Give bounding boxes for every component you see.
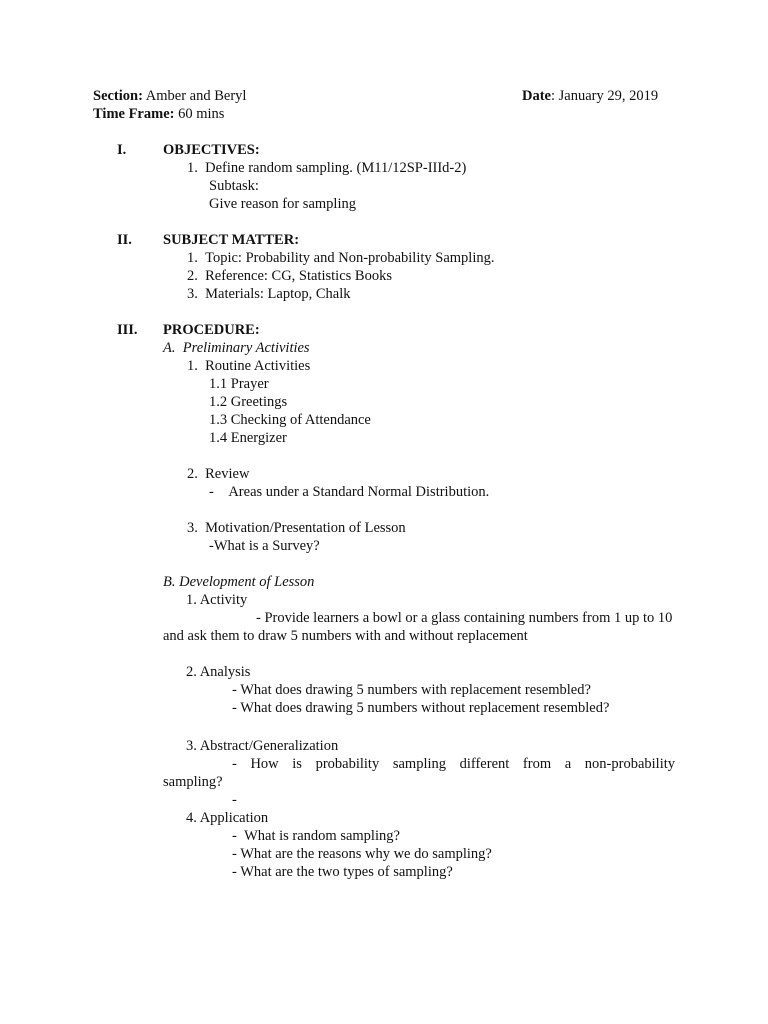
date-label: Date: [522, 88, 551, 104]
routine-item: 1.1 Prayer: [209, 376, 269, 392]
subtask-label: Subtask:: [209, 178, 259, 194]
section-line: [93, 87, 246, 105]
part-a-heading: A. Preliminary Activities: [163, 340, 310, 356]
application-item: - What are the reasons why we do sampling?: [232, 846, 492, 862]
abstract-dash: -: [232, 792, 237, 808]
objective-item-1: 1. Define random sampling. (M11/12SP-IIId-2): [187, 160, 467, 176]
subtask-text: Give reason for sampling: [209, 196, 356, 212]
date-value: : January 29, 2019: [551, 88, 659, 104]
abstract-line-1: - How is probability sampling different from a non-probability: [232, 756, 675, 772]
routine-item: 1.3 Checking of Attendance: [209, 412, 371, 428]
analysis-heading: 2. Analysis: [186, 664, 251, 680]
section-value: Amber and Beryl: [142, 88, 247, 104]
review-item: - Areas under a Standard Normal Distribution.: [209, 484, 490, 500]
subject-item-materials: 3. Materials: Laptop, Chalk: [187, 286, 351, 302]
subject-item-reference: 2. Reference: CG, Statistics Books: [187, 268, 392, 284]
motivation-item: -What is a Survey?: [209, 538, 320, 554]
objectives-numeral: I.: [117, 142, 127, 158]
subject-matter-numeral: II.: [117, 232, 132, 248]
part-b-heading: B. Development of Lesson: [163, 574, 315, 590]
application-item: - What is random sampling?: [232, 828, 400, 844]
procedure-heading: PROCEDURE:: [163, 322, 260, 338]
abstract-heading: 3. Abstract/Generalization: [186, 738, 339, 754]
activity-heading: 1. Activity: [186, 592, 248, 608]
routine-item: 1.2 Greetings: [209, 394, 288, 410]
time-frame-line: [93, 105, 224, 123]
motivation-heading: 3. Motivation/Presentation of Lesson: [187, 520, 406, 536]
activity-line-2: and ask them to draw 5 numbers with and without replacement: [163, 628, 528, 644]
activity-line-1: - Provide learners a bowl or a glass containing numbers from 1 up to 10: [256, 610, 673, 626]
time-frame-value: 60 mins: [174, 106, 225, 122]
routine-activities: 1. Routine Activities: [187, 358, 311, 374]
time-frame-label: Time Frame:: [93, 106, 175, 122]
section-label: Section:: [93, 88, 143, 104]
abstract-line-2: sampling?: [163, 774, 223, 790]
analysis-item: - What does drawing 5 numbers with replacement resembled?: [232, 682, 591, 698]
subject-item-topic: 1. Topic: Probability and Non-probability Sampling.: [187, 250, 495, 266]
objectives-heading: OBJECTIVES:: [163, 142, 260, 158]
routine-item: 1.4 Energizer: [209, 430, 287, 446]
subject-matter-heading: SUBJECT MATTER:: [163, 232, 300, 248]
application-item: - What are the two types of sampling?: [232, 864, 453, 880]
procedure-numeral: III.: [117, 322, 138, 338]
date-line: [522, 87, 658, 105]
analysis-item: - What does drawing 5 numbers without replacement resembled?: [232, 700, 610, 716]
application-heading: 4. Application: [186, 810, 269, 826]
review-heading: 2. Review: [187, 466, 250, 482]
